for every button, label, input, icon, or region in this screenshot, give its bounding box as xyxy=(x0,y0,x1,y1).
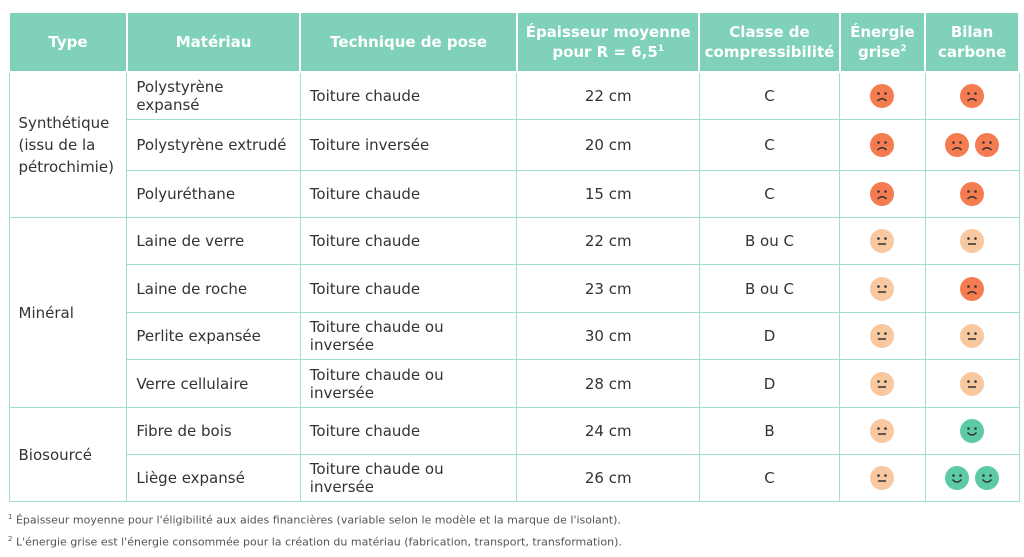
table-row xyxy=(9,360,1019,408)
header-compressibility: Classe de compressibilité xyxy=(699,12,839,72)
neutral-face-icon xyxy=(960,229,984,253)
technique-cell: Toiture chaude xyxy=(300,408,517,455)
table-body xyxy=(9,72,1019,502)
sad-face-icon xyxy=(960,84,984,108)
material-cell: Liège expansé xyxy=(127,455,300,502)
compressibility-cell: B ou C xyxy=(699,218,839,265)
neutral-face-icon xyxy=(870,229,894,253)
footnote-2 xyxy=(8,535,622,549)
header-energy-label: Énergie grise xyxy=(850,23,915,61)
thickness-cell: 24 cm xyxy=(517,408,699,455)
compressibility-cell: B xyxy=(699,408,839,455)
sad-face-icon xyxy=(960,277,984,301)
table-row xyxy=(9,120,1019,171)
material-cell: Polyuréthane xyxy=(127,171,300,218)
table-row xyxy=(9,171,1019,218)
footnote-2-mark: 2 xyxy=(8,535,13,543)
table-row xyxy=(9,455,1019,502)
header-carbon: Bilan carbone xyxy=(925,12,1019,72)
carbon-cell xyxy=(925,313,1019,360)
happy-face-icon xyxy=(960,419,984,443)
footnote-1 xyxy=(8,513,621,527)
header-technique: Technique de pose xyxy=(300,12,517,72)
technique-cell: Toiture chaude ou inversée xyxy=(300,360,517,408)
table-row xyxy=(9,218,1019,265)
header-row xyxy=(9,12,1019,72)
compressibility-cell: B ou C xyxy=(699,265,839,313)
thickness-cell: 30 cm xyxy=(517,313,699,360)
thickness-cell: 26 cm xyxy=(517,455,699,502)
sad-face-icon xyxy=(870,84,894,108)
compressibility-cell: C xyxy=(699,455,839,502)
carbon-cell xyxy=(925,120,1019,171)
carbon-cell xyxy=(925,72,1019,120)
table-row xyxy=(9,265,1019,313)
compressibility-cell: C xyxy=(699,171,839,218)
carbon-cell xyxy=(925,408,1019,455)
technique-cell: Toiture chaude ou inversée xyxy=(300,313,517,360)
thickness-cell: 22 cm xyxy=(517,218,699,265)
carbon-cell xyxy=(925,265,1019,313)
type-cell: Minéral xyxy=(9,218,127,408)
energy-cell xyxy=(840,265,926,313)
carbon-cell xyxy=(925,218,1019,265)
technique-cell: Toiture inversée xyxy=(300,120,517,171)
header-material: Matériau xyxy=(127,12,300,72)
carbon-cell xyxy=(925,360,1019,408)
thickness-cell: 28 cm xyxy=(517,360,699,408)
energy-cell xyxy=(840,171,926,218)
sad-face-icon xyxy=(870,182,894,206)
neutral-face-icon xyxy=(870,324,894,348)
material-cell: Verre cellulaire xyxy=(127,360,300,408)
type-cell: Biosourcé xyxy=(9,408,127,502)
happy-face-icon xyxy=(975,466,999,490)
neutral-face-icon xyxy=(870,466,894,490)
table-row xyxy=(9,313,1019,360)
thickness-cell: 15 cm xyxy=(517,171,699,218)
neutral-face-icon xyxy=(870,277,894,301)
energy-cell xyxy=(840,408,926,455)
energy-cell xyxy=(840,72,926,120)
sad-face-icon xyxy=(960,182,984,206)
material-cell: Laine de roche xyxy=(127,265,300,313)
thickness-cell: 23 cm xyxy=(517,265,699,313)
material-cell: Perlite expansée xyxy=(127,313,300,360)
footnote-1-text: Épaisseur moyenne pour l'éligibilité aux aides financières (variable selon le modèle et la marque de l'isolant). xyxy=(15,513,621,527)
header-thickness xyxy=(517,12,699,72)
neutral-face-icon xyxy=(870,372,894,396)
technique-cell: Toiture chaude xyxy=(300,72,517,120)
technique-cell: Toiture chaude xyxy=(300,265,517,313)
footnote-2-text: L'énergie grise est l'énergie consommée pour la création du matériau (fabrication, transport, transformation). xyxy=(15,535,622,549)
happy-face-icon xyxy=(945,466,969,490)
technique-cell: Toiture chaude xyxy=(300,218,517,265)
header-thickness-label: Épaisseur moyenne pour R = 6,5 xyxy=(525,23,691,61)
sad-face-icon xyxy=(870,133,894,157)
header-energy-ref: 2 xyxy=(900,44,907,54)
sad-face-icon xyxy=(945,133,969,157)
insulation-table xyxy=(8,11,1020,502)
header-energy xyxy=(840,12,926,72)
compressibility-cell: D xyxy=(699,360,839,408)
energy-cell xyxy=(840,218,926,265)
neutral-face-icon xyxy=(870,419,894,443)
energy-cell xyxy=(840,120,926,171)
neutral-face-icon xyxy=(960,372,984,396)
table-row xyxy=(9,408,1019,455)
material-cell: Fibre de bois xyxy=(127,408,300,455)
compressibility-cell: C xyxy=(699,72,839,120)
thickness-cell: 22 cm xyxy=(517,72,699,120)
compressibility-cell: C xyxy=(699,120,839,171)
material-cell: Polystyrène extrudé xyxy=(127,120,300,171)
header-type: Type xyxy=(9,12,127,72)
material-cell: Polystyrène expansé xyxy=(127,72,300,120)
thickness-cell: 20 cm xyxy=(517,120,699,171)
energy-cell xyxy=(840,313,926,360)
carbon-cell xyxy=(925,171,1019,218)
compressibility-cell: D xyxy=(699,313,839,360)
footnote-1-mark: 1 xyxy=(8,513,13,521)
neutral-face-icon xyxy=(960,324,984,348)
energy-cell xyxy=(840,455,926,502)
type-cell: Synthétique (issu de la pétrochimie) xyxy=(9,72,127,218)
header-thickness-ref: 1 xyxy=(657,44,665,54)
material-cell: Laine de verre xyxy=(127,218,300,265)
technique-cell: Toiture chaude xyxy=(300,171,517,218)
technique-cell: Toiture chaude ou inversée xyxy=(300,455,517,502)
table-row xyxy=(9,72,1019,120)
carbon-cell xyxy=(925,455,1019,502)
sad-face-icon xyxy=(975,133,999,157)
energy-cell xyxy=(840,360,926,408)
